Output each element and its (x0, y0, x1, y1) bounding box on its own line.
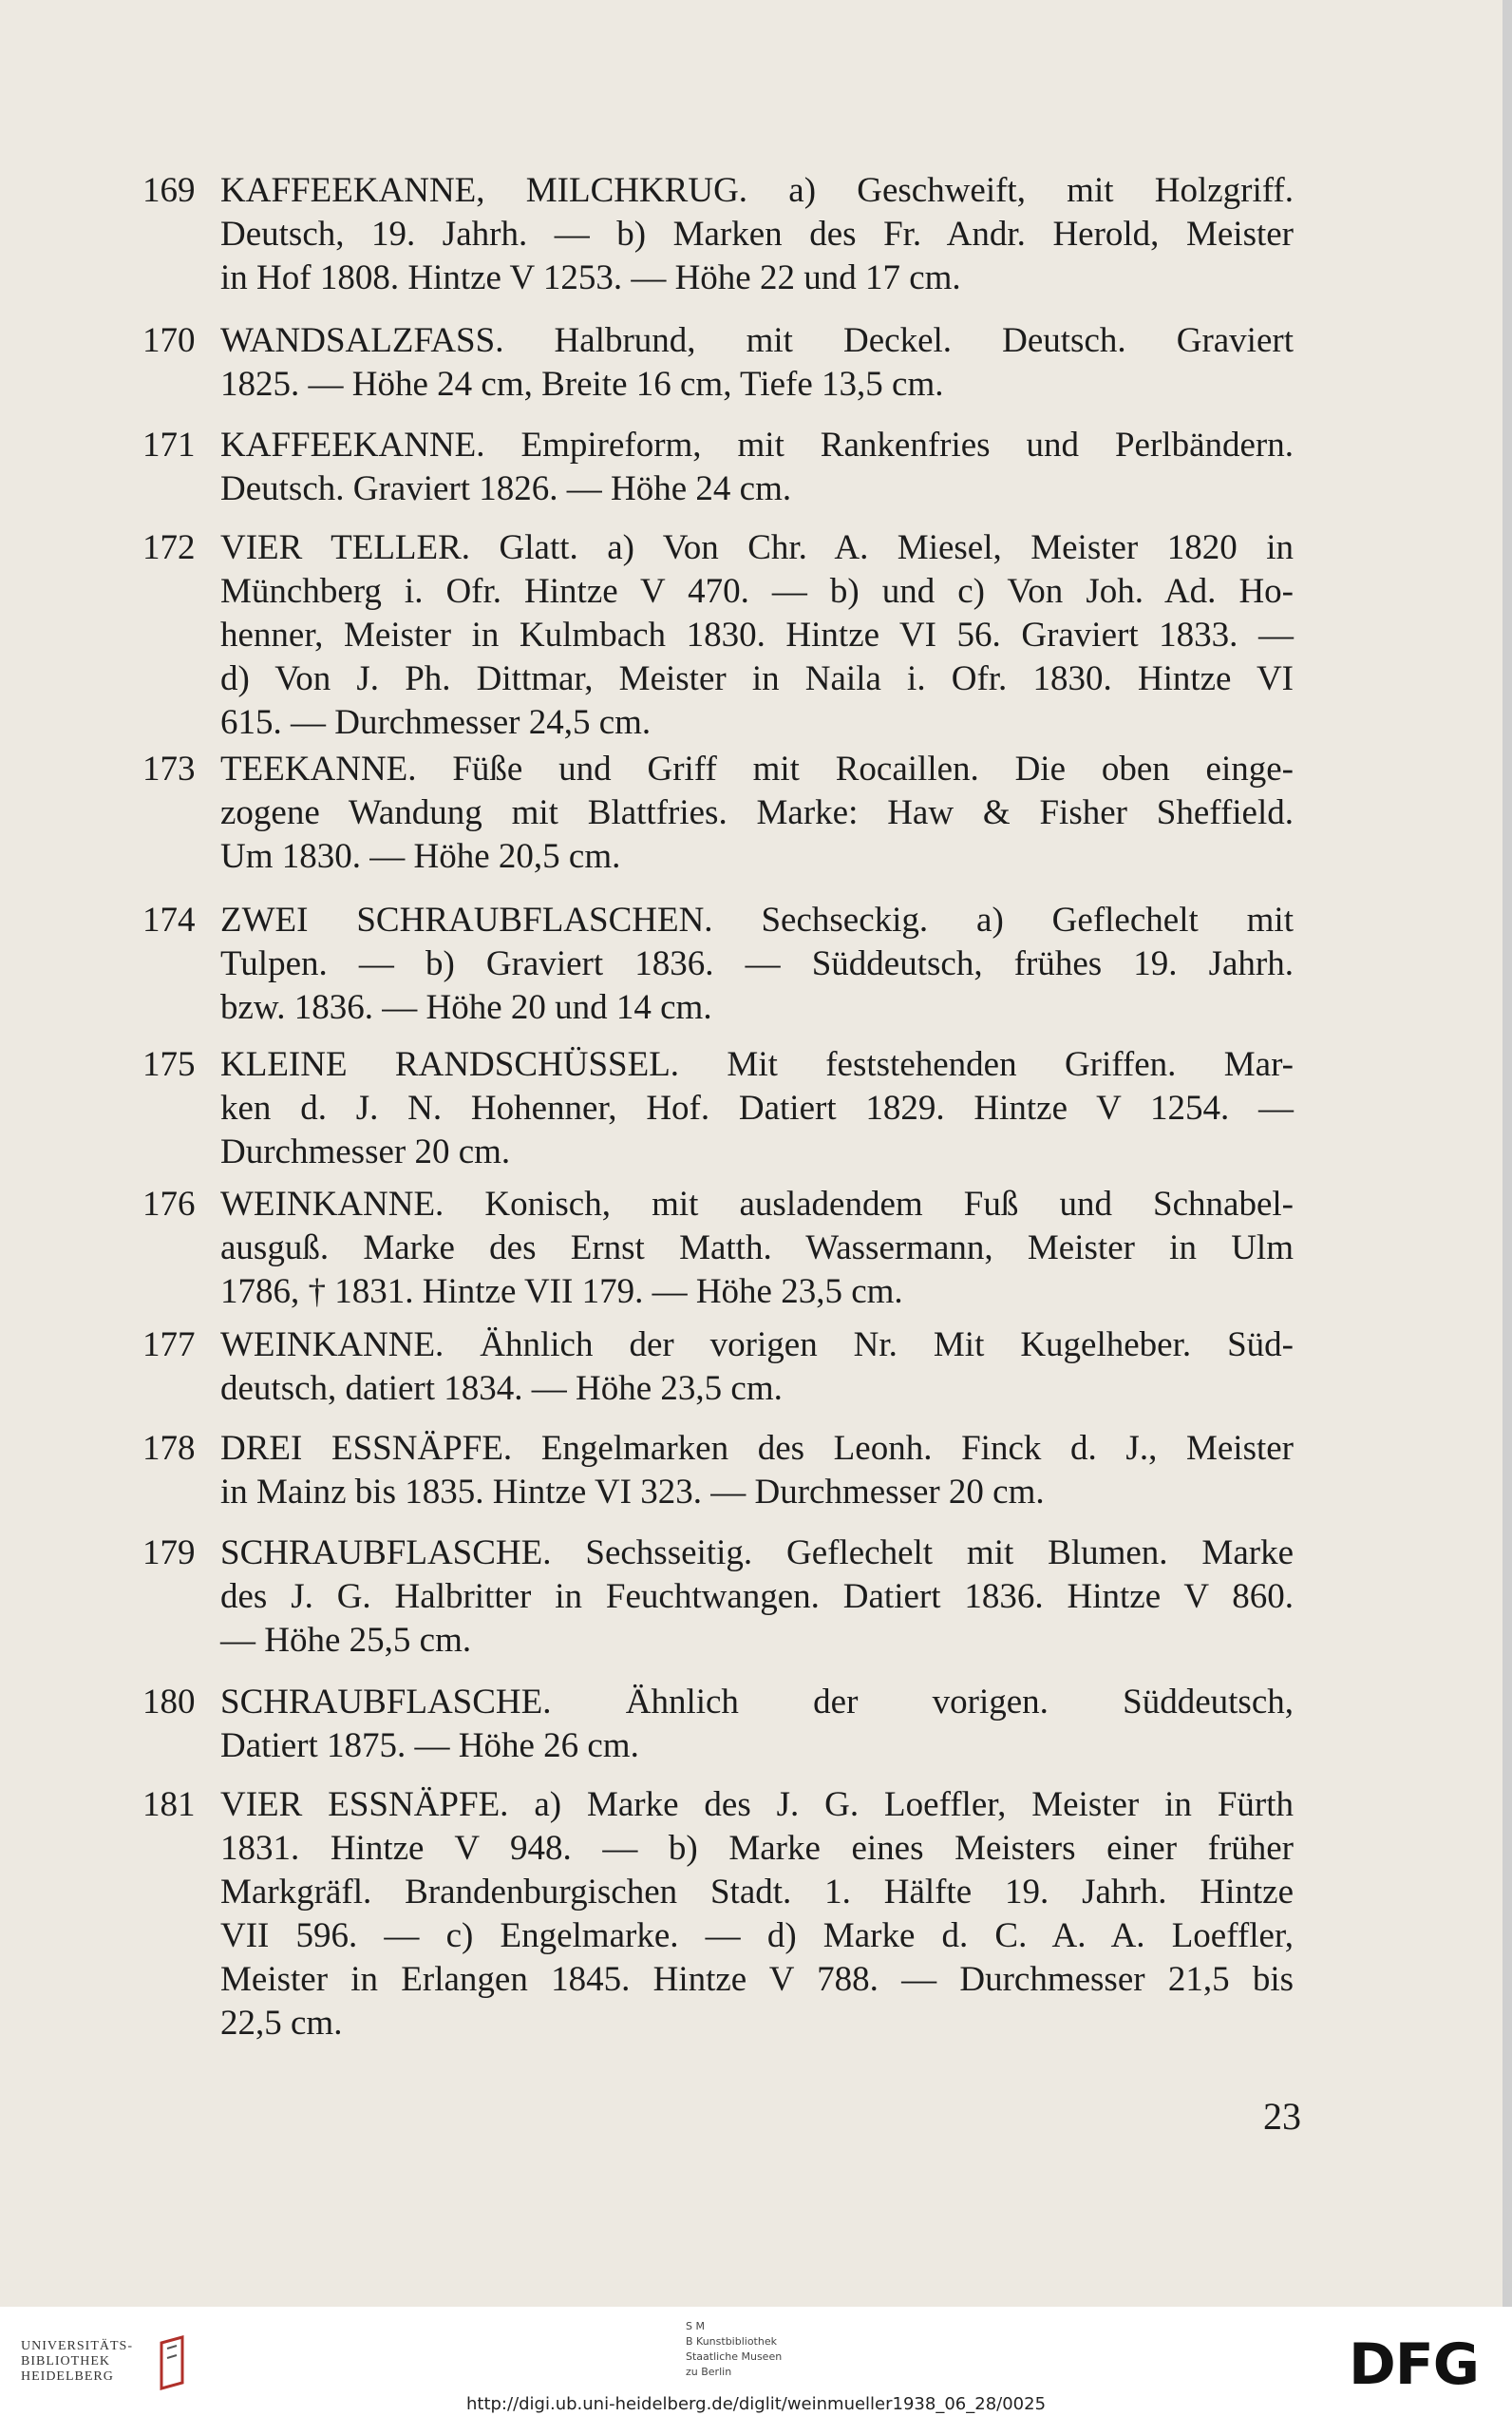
entry-text-line: 1831. Hintze V 948. — b) Marke eines Meisters einer früher (220, 1829, 1294, 1868)
entry-text-line: Durchmesser 20 cm. (220, 1132, 511, 1171)
smb-line: Staatliche Museen (686, 2350, 783, 2363)
entry-text-line: in Mainz bis 1835. Hintze VI 323. — Durchmesser 20 cm. (220, 1473, 1045, 1512)
uni-logo-line: BIBLIOTHEK (21, 2354, 110, 2368)
heidelberg-university-library-logo (21, 2326, 211, 2392)
uni-logo-line: HEIDELBERG (21, 2369, 114, 2384)
entry-number: 175 (142, 1045, 196, 1084)
entry-text-line: Um 1830. — Höhe 20,5 cm. (220, 837, 621, 876)
entry-number: 170 (142, 321, 196, 360)
entry-text-line: WEINKANNE. Konisch, mit ausladendem Fuß und Schnabel- (220, 1185, 1294, 1224)
entry-number: 179 (142, 1533, 196, 1572)
entry-text-line: in Hof 1808. Hintze V 1253. — Höhe 22 und 17 cm. (220, 258, 961, 297)
entry-text-line: Meister in Erlangen 1845. Hintze V 788. — Durchmesser 21,5 bis (220, 1960, 1294, 1999)
entry-text-line: deutsch, datiert 1834. — Höhe 23,5 cm. (220, 1369, 783, 1408)
page-edge (1503, 0, 1512, 2307)
entry-number: 169 (142, 171, 196, 210)
entry-text-line: WANDSALZFASS. Halbrund, mit Deckel. Deutsch. Graviert (220, 321, 1294, 360)
smb-kunstbibliothek-logo (686, 2320, 876, 2406)
entry-number: 172 (142, 528, 196, 567)
entry-text-line: 22,5 cm. (220, 2004, 343, 2043)
entry-text-line: VII 596. — c) Engelmarke. — d) Marke d. C. A. A. Loeffler, (220, 1916, 1294, 1955)
smb-line: B Kunstbibliothek (686, 2335, 777, 2348)
entry-text-line: ausguß. Marke des Ernst Matth. Wassermann, Meister in Ulm (220, 1228, 1294, 1267)
entry-text-line: SCHRAUBFLASCHE. Sechsseitig. Geflechelt mit Blumen. Marke (220, 1533, 1294, 1572)
entry-text-line: ZWEI SCHRAUBFLASCHEN. Sechseckig. a) Geflechelt mit (220, 901, 1294, 940)
entry-number: 173 (142, 750, 196, 789)
entry-text-line: 1825. — Höhe 24 cm, Breite 16 cm, Tiefe 13,5 cm. (220, 365, 944, 404)
entry-text-line: des J. G. Halbritter in Feuchtwangen. Datiert 1836. Hintze V 860. (220, 1577, 1294, 1616)
entry-number: 178 (142, 1429, 196, 1468)
dfg-logo: DFG (1349, 2331, 1480, 2398)
entry-text-line: Datiert 1875. — Höhe 26 cm. (220, 1726, 639, 1765)
entry-text-line: ken d. J. N. Hohenner, Hof. Datiert 1829. Hintze V 1254. — (220, 1089, 1294, 1128)
entry-text-line: Deutsch, 19. Jahrh. — b) Marken des Fr. Andr. Herold, Meister (220, 215, 1294, 254)
entry-text-line: KAFFEEKANNE, MILCHKRUG. a) Geschweift, mit Holzgriff. (220, 171, 1294, 210)
entry-text-line: bzw. 1836. — Höhe 20 und 14 cm. (220, 988, 712, 1027)
uni-logo-line: UNIVERSITÄTS- (21, 2339, 133, 2353)
library-emblem-icon (154, 2333, 201, 2390)
entry-number: 176 (142, 1185, 196, 1224)
entry-text-line: KAFFEEKANNE. Empireform, mit Rankenfries und Perlbändern. (220, 426, 1294, 465)
entry-text-line: d) Von J. Ph. Dittmar, Meister in Naila i. Ofr. 1830. Hintze VI (220, 659, 1294, 698)
entry-number: 177 (142, 1325, 196, 1364)
entry-number: 181 (142, 1785, 196, 1824)
page-number: 23 (1263, 2095, 1301, 2138)
entry-text-line: TEEKANNE. Füße und Griff mit Rocaillen. Die oben einge- (220, 750, 1294, 789)
entry-number: 171 (142, 426, 196, 465)
entry-number: 174 (142, 901, 196, 940)
entry-text-line: KLEINE RANDSCHÜSSEL. Mit feststehenden Griffen. Mar- (220, 1045, 1294, 1084)
entry-text-line: 615. — Durchmesser 24,5 cm. (220, 703, 652, 742)
source-url-link[interactable]: http://digi.ub.uni-heidelberg.de/diglit/weinmueller1938_06_28/0025 (465, 2394, 1047, 2414)
entry-text-line: 1786, † 1831. Hintze VII 179. — Höhe 23,5 cm. (220, 1272, 903, 1311)
entry-number: 180 (142, 1683, 196, 1722)
smb-line: zu Berlin (686, 2366, 732, 2378)
entry-text-line: Markgräfl. Brandenburgischen Stadt. 1. Hälfte 19. Jahrh. Hintze (220, 1873, 1294, 1912)
entry-text-line: Deutsch. Graviert 1826. — Höhe 24 cm. (220, 469, 792, 508)
footer (0, 2307, 1512, 2416)
entry-text-line: DREI ESSNÄPFE. Engelmarken des Leonh. Finck d. J., Meister (220, 1429, 1294, 1468)
entry-text-line: VIER ESSNÄPFE. a) Marke des J. G. Loeffler, Meister in Fürth (220, 1785, 1294, 1824)
entry-text-line: SCHRAUBFLASCHE. Ähnlich der vorigen. Süddeutsch, (220, 1683, 1294, 1722)
entry-text-line: — Höhe 25,5 cm. (220, 1621, 472, 1660)
entry-text-line: WEINKANNE. Ähnlich der vorigen Nr. Mit Kugelheber. Süd- (220, 1325, 1294, 1364)
entry-text-line: zogene Wandung mit Blattfries. Marke: Haw & Fisher Sheffield. (220, 793, 1294, 832)
entry-text-line: VIER TELLER. Glatt. a) Von Chr. A. Miesel, Meister 1820 in (220, 528, 1294, 567)
entry-text-line: Tulpen. — b) Graviert 1836. — Süddeutsch, frühes 19. Jahrh. (220, 944, 1294, 983)
entry-text-line: henner, Meister in Kulmbach 1830. Hintze VI 56. Graviert 1833. — (220, 616, 1294, 655)
entry-text-line: Münchberg i. Ofr. Hintze V 470. — b) und c) Von Joh. Ad. Ho- (220, 572, 1294, 611)
smb-line: S M (686, 2320, 705, 2332)
